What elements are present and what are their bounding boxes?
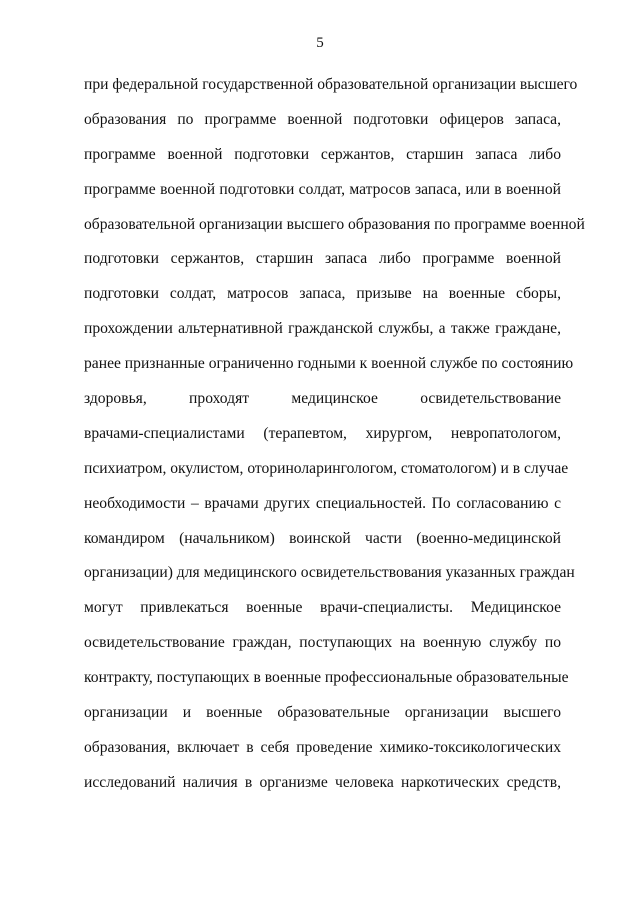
text-line: командиром (начальником) воинской части (военно-медицинской bbox=[84, 529, 561, 547]
text-line: при федеральной государственной образовательной организации высшего bbox=[84, 76, 578, 93]
text-line: образования по программе военной подготовки офицеров запаса, bbox=[84, 110, 561, 128]
text-line: подготовки солдат, матросов запаса, призыве на военные сборы, bbox=[84, 285, 561, 303]
text-line: программе военной подготовки сержантов, старшин запаса либо bbox=[84, 145, 561, 163]
text-line: могут привлекаться военные врачи-специалисты. Медицинское bbox=[84, 599, 561, 617]
page-number: 5 bbox=[316, 35, 324, 51]
document-body bbox=[84, 68, 585, 801]
text-line: подготовки сержантов, старшин запаса либо программе военной bbox=[84, 250, 561, 268]
text-line: организации и военные образовательные организации высшего bbox=[84, 704, 561, 722]
text-line: организации) для медицинского освидетельствования указанных граждан bbox=[84, 564, 575, 582]
text-line: исследований наличия в организме человека наркотических средств, bbox=[84, 773, 561, 791]
text-line: образования, включает в себя проведение химико-токсикологических bbox=[84, 738, 561, 756]
text-line: необходимости – врачами других специальностей. По согласованию с bbox=[84, 494, 561, 512]
text-line: освидетельствование граждан, поступающих на военную службу по bbox=[84, 634, 561, 652]
text-line: программе военной подготовки солдат, матросов запаса, или в военной bbox=[84, 180, 561, 198]
text-line: образовательной организации высшего образования по программе военной bbox=[84, 215, 585, 233]
text-line: прохождении альтернативной гражданской службы, а также граждане, bbox=[84, 320, 561, 338]
text-line: контракту, поступающих в военные профессиональные образовательные bbox=[84, 669, 569, 687]
text-line: ранее признанные ограниченно годными к военной службе по состоянию bbox=[84, 355, 574, 373]
text-line: врачами-специалистами (терапевтом, хирургом, невропатологом, bbox=[84, 424, 561, 442]
text-line: психиатром, окулистом, оториноларингологом, стоматологом) и в случае bbox=[84, 459, 569, 477]
text-line: здоровья, проходят медицинское освидетельствование bbox=[84, 390, 561, 408]
